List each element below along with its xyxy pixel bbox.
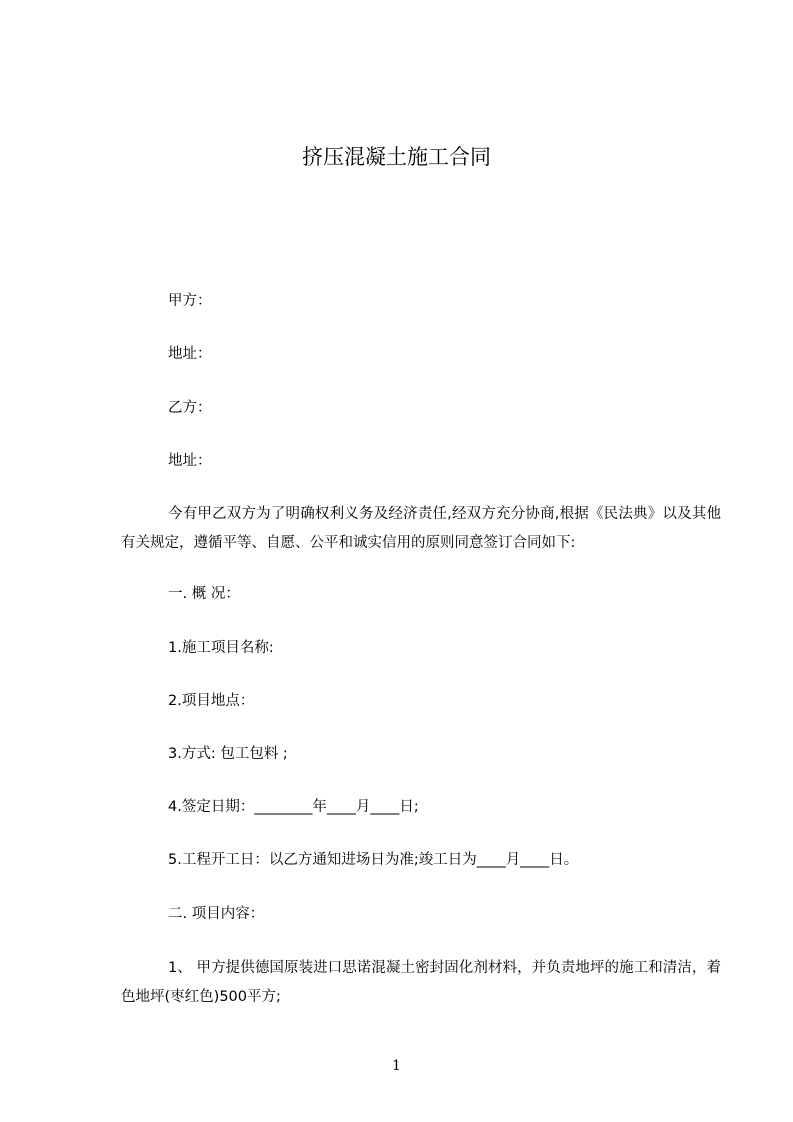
item-1-project-name: 1.施工项目名称: (168, 640, 274, 656)
preamble-paragraph: 今有甲乙双方为了明确权利义务及经济责任,经双方充分协商,根据《民法典》以及其他有关规定，遵循平等、自愿、公平和诚实信用的原则同意签订合同如下: (121, 506, 721, 551)
item-4-sign-date: 4.签定日期：________年____月____日; (168, 799, 419, 815)
section-1-heading: 一. 概 况： (168, 586, 240, 602)
party-a-label: 甲方： (168, 293, 212, 309)
section-2-heading: 二. 项目内容： (168, 906, 265, 922)
item-5-start-date: 5.工程开工日：以乙方通知进场日为准;竣工日为____月____日。 (168, 852, 579, 868)
item-2-project-location: 2.项目地点： (168, 693, 255, 709)
content-item-1: 1、 甲方提供德国原装进口思诺混凝土密封固化剂材料，并负责地坪的施工和清洁，着色地坪(枣红色)500平方; (121, 960, 721, 1005)
address-b-label: 地址： (168, 453, 212, 469)
document-title: 挤压混凝土施工合同 (302, 145, 491, 169)
address-a-label: 地址： (168, 346, 212, 362)
item-3-method: 3.方式: 包工包料 ; (168, 746, 288, 762)
page-number: 1 (392, 1058, 401, 1074)
party-b-label: 乙方： (168, 400, 212, 416)
